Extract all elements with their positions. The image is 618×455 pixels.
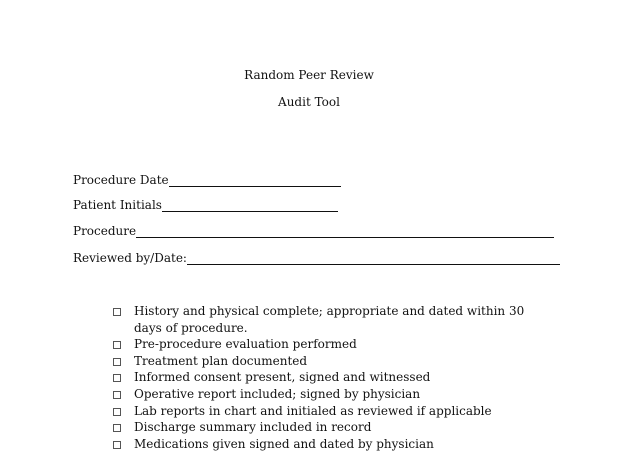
checklist-item [110,386,550,403]
checkbox-icon[interactable] [113,374,121,382]
document-subtitle: Audit Tool [278,95,340,109]
checklist-item-text: Medications given signed and dated by physician [134,436,434,451]
procedure-date-blank[interactable] [169,173,341,187]
checklist-item-text: Treatment plan documented [134,353,308,368]
checklist-item [110,353,550,370]
audit-checklist [110,303,550,452]
reviewed-by-blank[interactable] [187,251,560,265]
checkbox-icon[interactable] [113,308,121,316]
checkbox-icon[interactable] [113,358,121,366]
document-title: Random Peer Review [244,68,374,82]
checklist-item [110,419,550,436]
checklist-item [110,303,550,336]
procedure-blank[interactable] [136,224,554,238]
checkbox-icon[interactable] [113,341,121,349]
reviewed-by-field[interactable] [73,251,560,265]
checklist-item-text: Informed consent present, signed and witnessed [134,370,431,385]
patient-initials-label: Patient Initials [73,198,162,212]
procedure-label: Procedure [73,224,137,238]
procedure-date-field[interactable] [73,173,341,187]
checklist-item-text: Discharge summary included in record [134,420,372,435]
reviewed-by-label: Reviewed by/Date: [73,251,187,265]
checklist-item-text: Operative report included; signed by physician [134,386,421,401]
checklist-item [110,369,550,386]
checkbox-icon[interactable] [113,391,121,399]
procedure-date-label: Procedure Date [73,173,169,187]
checkbox-icon[interactable] [113,424,121,432]
patient-initials-blank[interactable] [162,198,338,212]
checklist-item [110,436,550,453]
checklist-item [110,403,550,420]
patient-initials-field[interactable] [73,198,338,212]
checklist-item-text: History and physical complete; appropriate and dated within 30 days of procedure. [134,304,525,335]
checklist-item-text: Pre-procedure evaluation performed [134,337,357,352]
checklist-item [110,336,550,353]
checkbox-icon[interactable] [113,408,121,416]
checkbox-icon[interactable] [113,441,121,449]
procedure-field[interactable] [73,224,554,238]
checklist-item-text: Lab reports in chart and initialed as reviewed if applicable [134,403,492,418]
